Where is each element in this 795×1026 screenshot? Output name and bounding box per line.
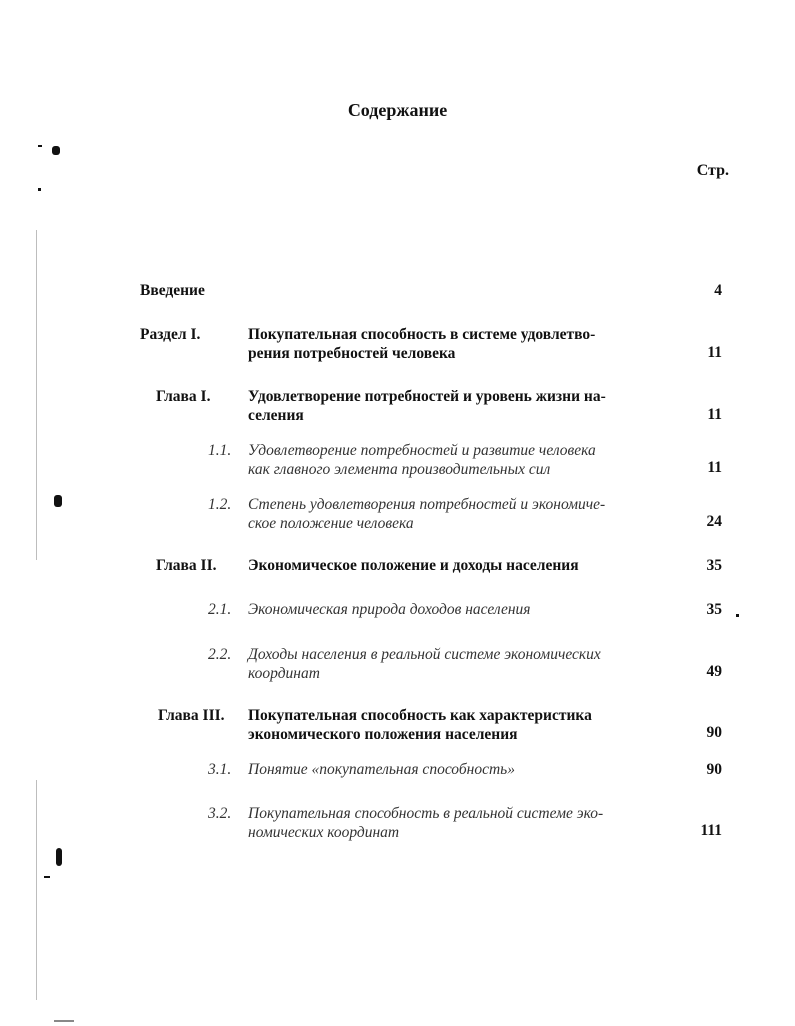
- toc-title-line: экономического положения населения: [248, 726, 518, 743]
- toc-title-line: Экономическая природа доходов населения: [248, 601, 531, 618]
- scan-margin-line: [36, 780, 37, 1000]
- toc-title-line: номических координат: [248, 824, 400, 841]
- toc-page-number: 90: [706, 724, 722, 741]
- toc-title: [248, 495, 668, 533]
- toc-page-number: 111: [700, 822, 722, 839]
- toc-page-number: 35: [706, 557, 722, 574]
- page-title: Содержание: [347, 100, 448, 120]
- toc-page-number: 90: [706, 761, 722, 778]
- toc-number: 3.1.: [208, 761, 232, 778]
- toc-number: 2.2.: [208, 646, 232, 663]
- toc-page-number: 24: [706, 513, 722, 530]
- toc-title: [248, 645, 668, 683]
- toc-number: Введение: [140, 282, 205, 299]
- toc-title: [248, 387, 668, 425]
- toc-number: Глава II.: [156, 557, 217, 574]
- toc-number: Раздел I.: [140, 326, 201, 343]
- scan-margin-line: [36, 230, 37, 560]
- toc-number: Глава I.: [156, 388, 211, 405]
- toc-page-number: 11: [707, 406, 722, 423]
- toc-title-line: ское положение человека: [248, 515, 414, 532]
- toc-page-number: 35: [706, 601, 722, 618]
- toc-number: 1.1.: [208, 442, 232, 459]
- toc-title: [248, 600, 668, 619]
- scan-speck: [54, 1020, 74, 1022]
- toc-page-number: 11: [707, 344, 722, 361]
- scan-speck: [54, 495, 62, 507]
- scan-speck: [56, 848, 62, 866]
- toc-title: [248, 441, 668, 479]
- toc-number: 1.2.: [208, 496, 232, 513]
- toc-number: 3.2.: [208, 805, 232, 822]
- scan-speck: [52, 146, 60, 155]
- toc-title: [248, 706, 668, 744]
- scan-speck: [38, 188, 41, 191]
- pages-column-label: Стр.: [696, 162, 729, 179]
- toc-title-line: Покупательная способность в системе удовлетво-: [248, 326, 596, 343]
- toc-page-number: 4: [714, 282, 722, 299]
- toc-title-line: координат: [248, 665, 320, 682]
- toc-number: Глава III.: [158, 707, 225, 724]
- toc-title-line: Покупательная способность в реальной системе эко-: [248, 805, 604, 822]
- scan-speck: [736, 614, 739, 617]
- toc-title-line: Экономическое положение и доходы населения: [248, 557, 579, 574]
- toc-title-line: Степень удовлетворения потребностей и экономиче-: [248, 496, 606, 513]
- toc-title: [248, 804, 668, 842]
- toc-title-line: Понятие «покупательная способность»: [248, 761, 515, 778]
- toc-title-line: селения: [248, 407, 304, 424]
- toc-title: [248, 325, 668, 363]
- toc-title-line: как главного элемента производительных сил: [248, 461, 551, 478]
- toc-title-line: рения потребностей человека: [248, 345, 456, 362]
- toc-title: [248, 556, 668, 575]
- toc-title-line: Доходы населения в реальной системе экономических: [248, 646, 601, 663]
- scan-speck: [38, 145, 42, 147]
- toc-number: 2.1.: [208, 601, 232, 618]
- toc-title-line: Удовлетворение потребностей и развитие человека: [248, 442, 596, 459]
- toc-title-line: Покупательная способность как характеристика: [248, 707, 592, 724]
- toc-title-line: Удовлетворение потребностей и уровень жизни на-: [248, 388, 606, 405]
- toc-page-number: 11: [707, 459, 722, 476]
- toc-title: [248, 760, 668, 779]
- scan-speck: [44, 876, 50, 878]
- toc-page-number: 49: [706, 663, 722, 680]
